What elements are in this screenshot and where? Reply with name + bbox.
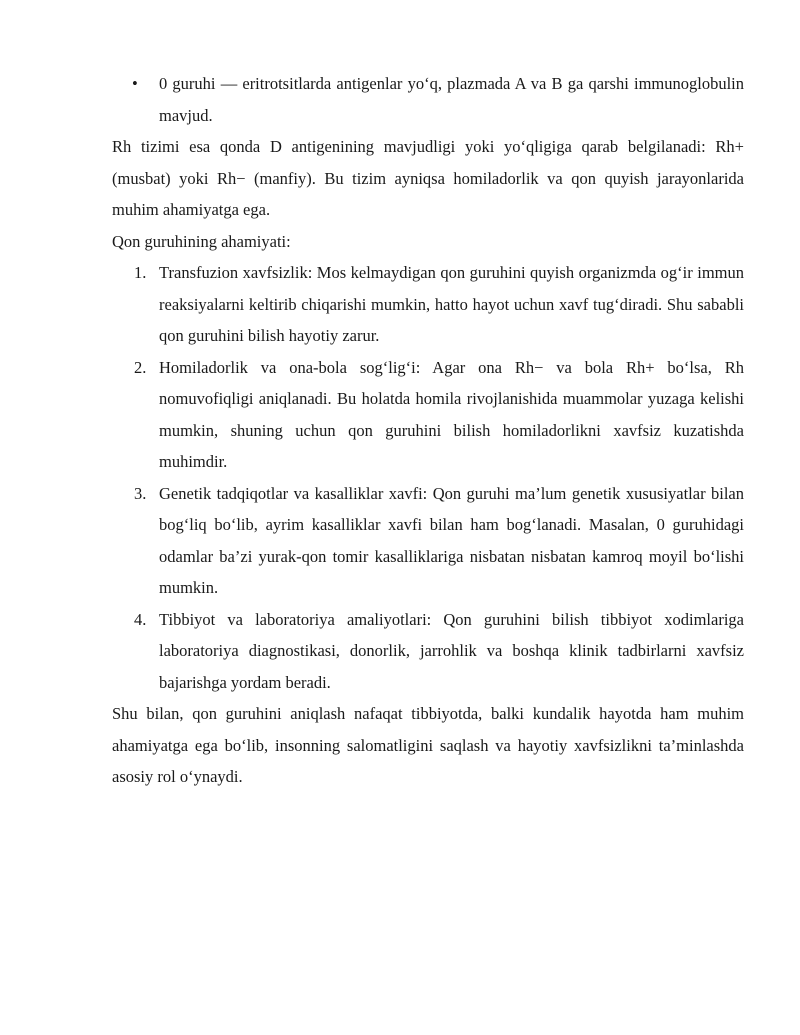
importance-heading: Qon guruhining ahamiyati: xyxy=(112,231,291,251)
rh-system-paragraph: Rh tizimi esa qonda D antigenining mavjudligi yoki yo‘qligiga qarab belgilanadi: Rh+ (musbat) yoki Rh− (manfiy). Bu tizim ayniqsa homiladorlik va qon quyish jarayonlarida muhim ahamiyatga ega. xyxy=(112,137,744,219)
list-item xyxy=(112,257,744,352)
document-body xyxy=(112,68,744,793)
bullet-marker: • xyxy=(132,74,138,93)
bullet-text: 0 guruhi — eritrotsitlarda antigenlar yo‘q, plazmada A va B ga qarshi immunoglobulin mavjud. xyxy=(159,74,744,125)
list-item-text: Transfuzion xavfsizlik: Mos kelmaydigan qon guruhini quyish organizmda og‘ir immun reaksiyalarni keltirib chiqarishi mumkin, hatto hayot uchun xavf tug‘diradi. Shu sababli qon guruhini bilish hayotiy zarur. xyxy=(159,263,744,345)
importance-list xyxy=(112,257,744,698)
list-item xyxy=(112,604,744,699)
bullet-item-0-group xyxy=(112,68,744,131)
list-item xyxy=(112,478,744,604)
list-item-number: 4. xyxy=(134,609,147,629)
list-item-text: Homiladorlik va ona-bola sog‘lig‘i: Agar ona Rh− va bola Rh+ bo‘lsa, Rh nomuvofiqligi aniqlanadi. Bu holatda homila rivojlanishida muammolar yuzaga kelishi mumkin, shuning uchun qon guruhini bilish homiladorlikni xavfsiz kuzatishda muhimdir. xyxy=(159,357,744,471)
list-item xyxy=(112,352,744,478)
list-item-text: Tibbiyot va laboratoriya amaliyotlari: Qon guruhini bilish tibbiyot xodimlariga laboratoriya diagnostikasi, donorlik, jarrohlik va boshqa klinik tadbirlarni xavfsiz bajarishga yordam beradi. xyxy=(159,609,744,692)
list-item-text: Genetik tadqiqotlar va kasalliklar xavfi: Qon guruhi ma’lum genetik xususiyatlar bilan bog‘liq bo‘lib, ayrim kasalliklar xavfi bilan ham bog‘lanadi. Masalan, 0 guruhidagi odamlar ba’zi yurak-qon tomir kasalliklariga nisbatan nisbatan kamroq moyil bo‘lishi mumkin. xyxy=(159,483,744,597)
list-item-number: 2. xyxy=(134,357,147,377)
conclusion-paragraph: Shu bilan, qon guruhini aniqlash nafaqat tibbiyotda, balki kundalik hayotda ham muhim ahamiyatga ega bo‘lib, insonning salomatligini saqlash va hayotiy xavfsizlikni ta’minlashda asosiy rol o‘ynaydi. xyxy=(112,704,744,786)
list-item-number: 1. xyxy=(134,263,147,282)
list-item-number: 3. xyxy=(134,483,147,503)
